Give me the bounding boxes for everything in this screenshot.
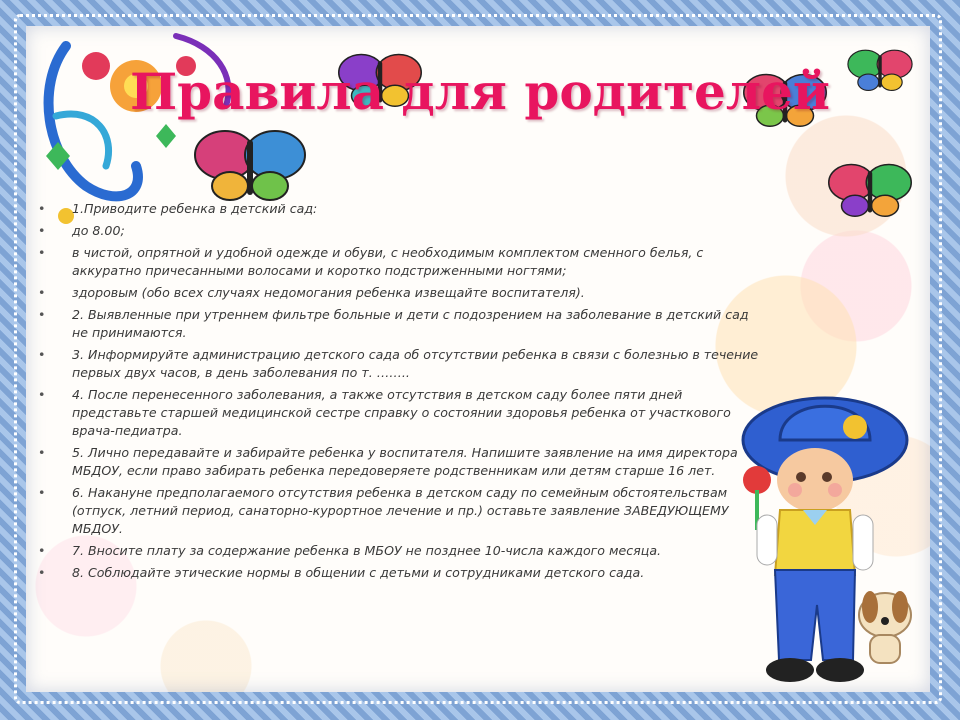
rule-text: 1.Приводите ребенка в детский сад: xyxy=(72,201,318,216)
list-item xyxy=(38,200,768,218)
rule-text: 5. Лично передавайте и забирайте ребенка у воспитателя. Напишите заявление на имя директора МБДОУ, если право забирать ребенка передоверяете родственникам или детям старше 16 лет. xyxy=(72,445,738,478)
list-item xyxy=(38,542,768,560)
list-item xyxy=(38,306,768,342)
list-item xyxy=(38,444,768,480)
page-title: Правила для родителей xyxy=(129,62,831,121)
butterfly-icon xyxy=(190,120,310,210)
list-item xyxy=(38,244,768,280)
rule-text: 4. После перенесенного заболевания, а также отсутствия в детском саду более пяти дней представьте старшей медицинской сестре справку о состоянии здоровья ребенка от участкового врача-педиатра. xyxy=(72,387,731,438)
rule-text: в чистой, опрятной и удобной одежде и обуви, с необходимым комплектом сменного белья, с аккуратно причесанными волосами и коротко подстриженными ногтями; xyxy=(72,245,704,278)
bullet: • xyxy=(38,285,46,300)
rule-text: 2. Выявленные при утреннем фильтре больные и дети с подозрением на заболевание в детский сад не принимаются. xyxy=(72,307,749,340)
bullet: • xyxy=(38,485,46,500)
bullet: • xyxy=(38,543,46,558)
bullet: • xyxy=(38,245,46,260)
bullet: • xyxy=(38,347,46,362)
bullet: • xyxy=(38,223,46,238)
butterfly-icon xyxy=(825,150,915,230)
rule-text: до 8.00; xyxy=(72,223,125,238)
rule-text: 7. Вносите плату за содержание ребенка в МБОУ не позднее 10-числа каждого месяца. xyxy=(72,543,662,558)
bullet: • xyxy=(38,387,46,402)
bullet: • xyxy=(38,307,46,322)
list-item xyxy=(38,346,768,382)
rule-text: здоровым (обо всех случаях недомогания ребенка извещайте воспитателя). xyxy=(72,285,585,300)
bullet: • xyxy=(38,565,46,580)
list-item xyxy=(38,386,768,440)
bullet: • xyxy=(38,445,46,460)
list-item xyxy=(38,284,768,302)
list-item xyxy=(38,222,768,240)
rules-list-container xyxy=(38,200,768,586)
bullet: • xyxy=(38,201,46,216)
rule-text: 3. Информируйте администрацию детского сада об отсутствии ребенка в связи с болезнью в течение первых двух часов, в день заболевания по т. …….. xyxy=(72,347,759,380)
list-item xyxy=(38,564,768,582)
rule-text: 8. Соблюдайте этические нормы в общении с детьми и сотрудниками детского сада. xyxy=(72,565,645,580)
list-item xyxy=(38,484,768,538)
rule-text: 6. Накануне предполагаемого отсутствия ребенка в детском саду по семейным обстоятельствам (отпуск, летний период, санаторно-курортное лечение и пр.) оставьте заявление ЗАВЕДУЮЩЕМУ МБДОУ. xyxy=(72,485,729,536)
rules-list xyxy=(38,200,768,582)
